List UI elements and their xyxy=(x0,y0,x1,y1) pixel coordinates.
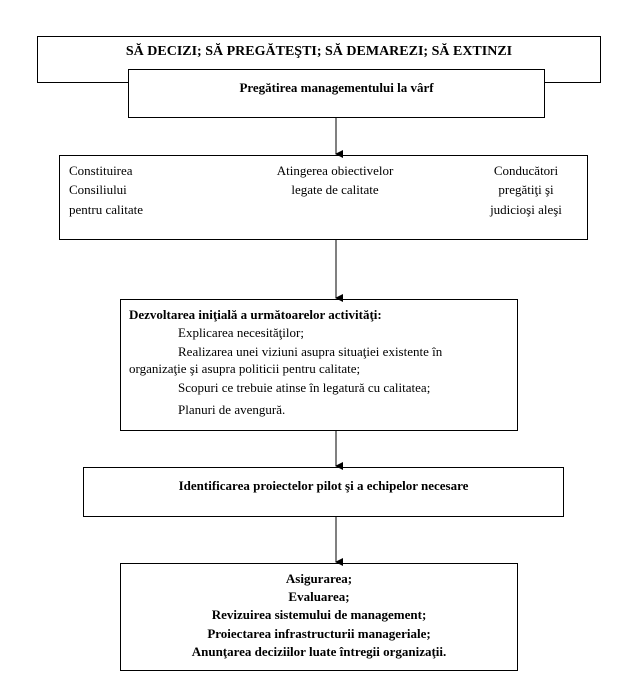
step2-col3-line3: judicioşi aleşi xyxy=(490,202,562,217)
step3-title: Dezvoltarea iniţială a următoarelor activităţi: xyxy=(129,307,382,322)
step2-col1-line3: pentru calitate xyxy=(69,202,143,217)
step2-col2-line1: Atingerea obiectivelor xyxy=(276,163,394,178)
step3-line2b: organizaţie şi asupra politicii pentru calitate; xyxy=(129,361,361,376)
step5-line4: Proiectarea infrastructurii manageriale; xyxy=(207,626,431,641)
step5-line1: Asigurarea; xyxy=(285,571,353,586)
step3-line3: Scopuri ce trebuie atinse în legatură cu calitatea; xyxy=(178,380,431,395)
step3-line2a: Realizarea unei viziuni asupra situaţiei existente în xyxy=(178,344,443,359)
step2-col1-line1: Constituirea xyxy=(69,163,133,178)
step3-line1: Explicarea necesităţilor; xyxy=(178,325,304,340)
step1-title: Pregătirea managementului la vârf xyxy=(239,80,434,95)
step5-line2: Evaluarea; xyxy=(288,589,350,604)
step2-col3-line1: Conducători xyxy=(493,163,559,178)
step3-line4: Planuri de avengură. xyxy=(178,402,286,417)
step5-line5: Anunţarea deciziilor luate întregii organizaţii. xyxy=(191,644,447,659)
step2-col3-line2: pregătiţi şi xyxy=(498,182,554,197)
step2-col1-line2: Consiliului xyxy=(69,182,127,197)
step2-col2-line2: legate de calitate xyxy=(291,182,379,197)
header-title: SĂ DECIZI; SĂ PREGĂTEŞTI; SĂ DEMAREZI; SĂ EXTINZI xyxy=(125,44,513,59)
step4-title: Identificarea proiectelor pilot şi a echipelor necesare xyxy=(178,478,469,493)
step5-line3: Revizuirea sistemului de management; xyxy=(211,607,427,622)
